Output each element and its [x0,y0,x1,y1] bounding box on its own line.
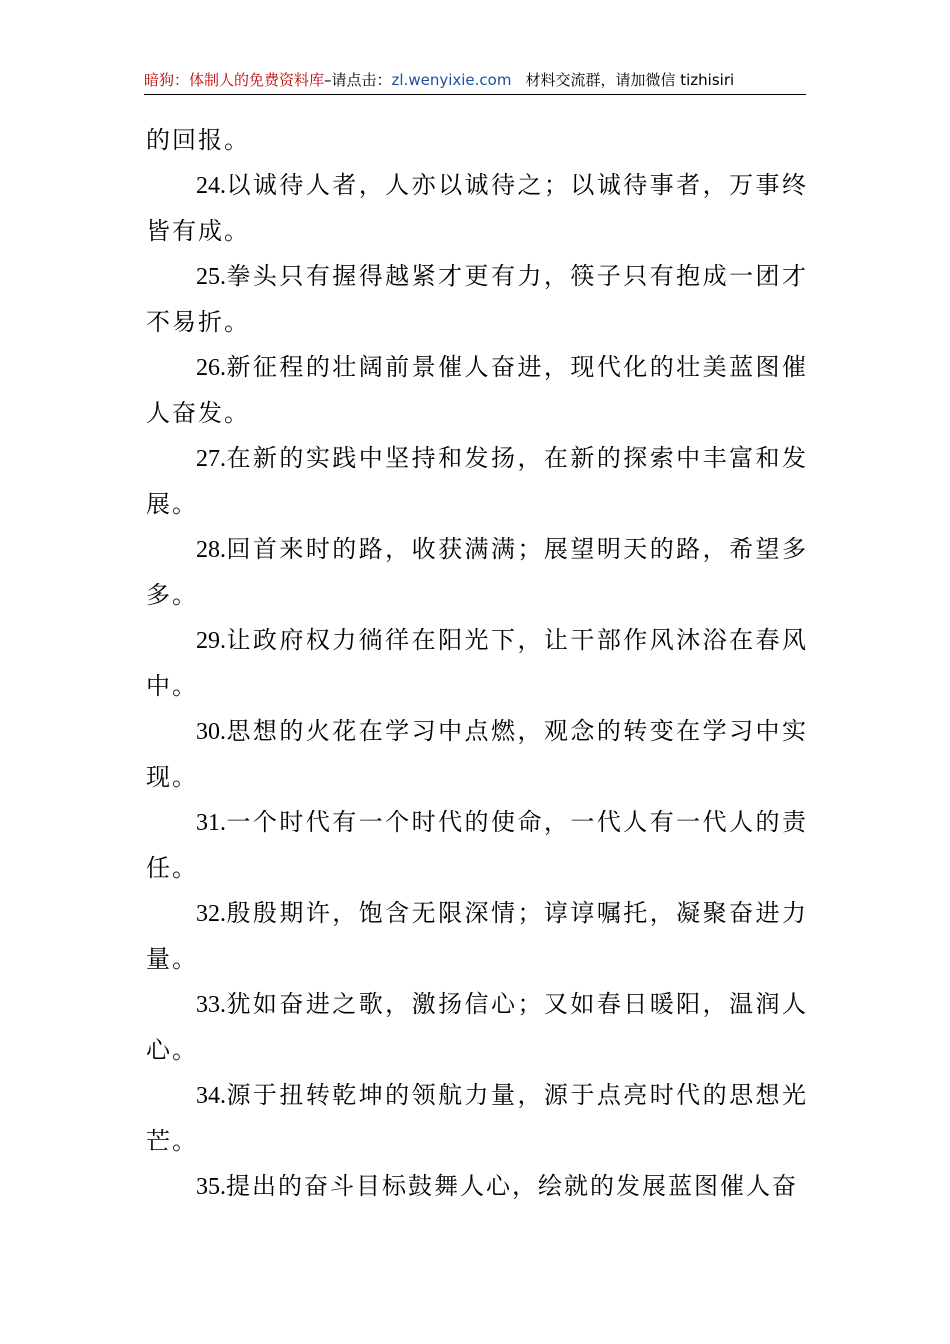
continuation-paragraph: 的回报。 [146,126,250,154]
page-header [144,66,806,95]
quote-number: 34. [196,1083,226,1109]
document-body [146,118,808,1210]
header-site-name: 暗狗：体制人的免费资料库 [144,71,325,89]
quote-item [146,618,808,709]
quote-number: 29. [196,628,226,654]
quote-number: 27. [196,446,226,472]
quote-item [146,891,808,982]
quote-text: 回首来时的路，收获满满；展望明天的路，希望多多。 [146,535,808,609]
quote-text: 犹如奋进之歌，激扬信心；又如春日暖阳，温润人心。 [146,990,808,1064]
header-link-prefix: –请点击： [324,71,392,89]
quote-text: 思想的火花在学习中点燃，观念的转变在学习中实现。 [146,717,808,791]
quote-number: 26. [196,355,226,381]
quote-number: 25. [196,264,226,290]
quote-number: 35. [196,1174,226,1200]
quote-text: 一个时代有一个时代的使命，一代人有一代人的责任。 [146,808,808,882]
quote-item [146,982,808,1073]
quote-list [146,163,808,1210]
quote-item [146,527,808,618]
quote-item [146,800,808,891]
quote-number: 31. [196,810,226,836]
quote-number: 33. [196,992,226,1018]
quote-text: 让政府权力徜徉在阳光下，让干部作风沐浴在春风中。 [146,626,808,700]
header-link[interactable]: zl.wenyixie.com [391,71,512,89]
quote-text: 在新的实践中坚持和发扬，在新的探索中丰富和发展。 [146,444,808,518]
quote-item [146,1073,808,1164]
quote-item [146,709,808,800]
quote-text: 提出的奋斗目标鼓舞人心，绘就的发展蓝图催人奋 [226,1172,798,1200]
quote-text: 拳头只有握得越紧才更有力，筷子只有抱成一团才不易折。 [146,262,808,336]
quote-text: 源于扭转乾坤的领航力量，源于点亮时代的思想光芒。 [146,1081,808,1155]
quote-item [146,163,808,254]
quote-number: 32. [196,901,226,927]
quote-item [146,254,808,345]
quote-text: 新征程的壮阔前景催人奋进，现代化的壮美蓝图催人奋发。 [146,353,808,427]
quote-number: 24. [196,173,226,199]
quote-item [146,1164,808,1210]
header-group-info: 材料交流群，请加微信 tizhisiri [525,71,735,89]
quote-text: 以诚待人者，人亦以诚待之；以诚待事者，万事终皆有成。 [146,171,808,245]
quote-item [146,436,808,527]
quote-item [146,345,808,436]
quote-number: 28. [196,537,226,563]
quote-number: 30. [196,719,226,745]
quote-text: 殷殷期许，饱含无限深情；谆谆嘱托，凝聚奋进力量。 [146,899,808,973]
